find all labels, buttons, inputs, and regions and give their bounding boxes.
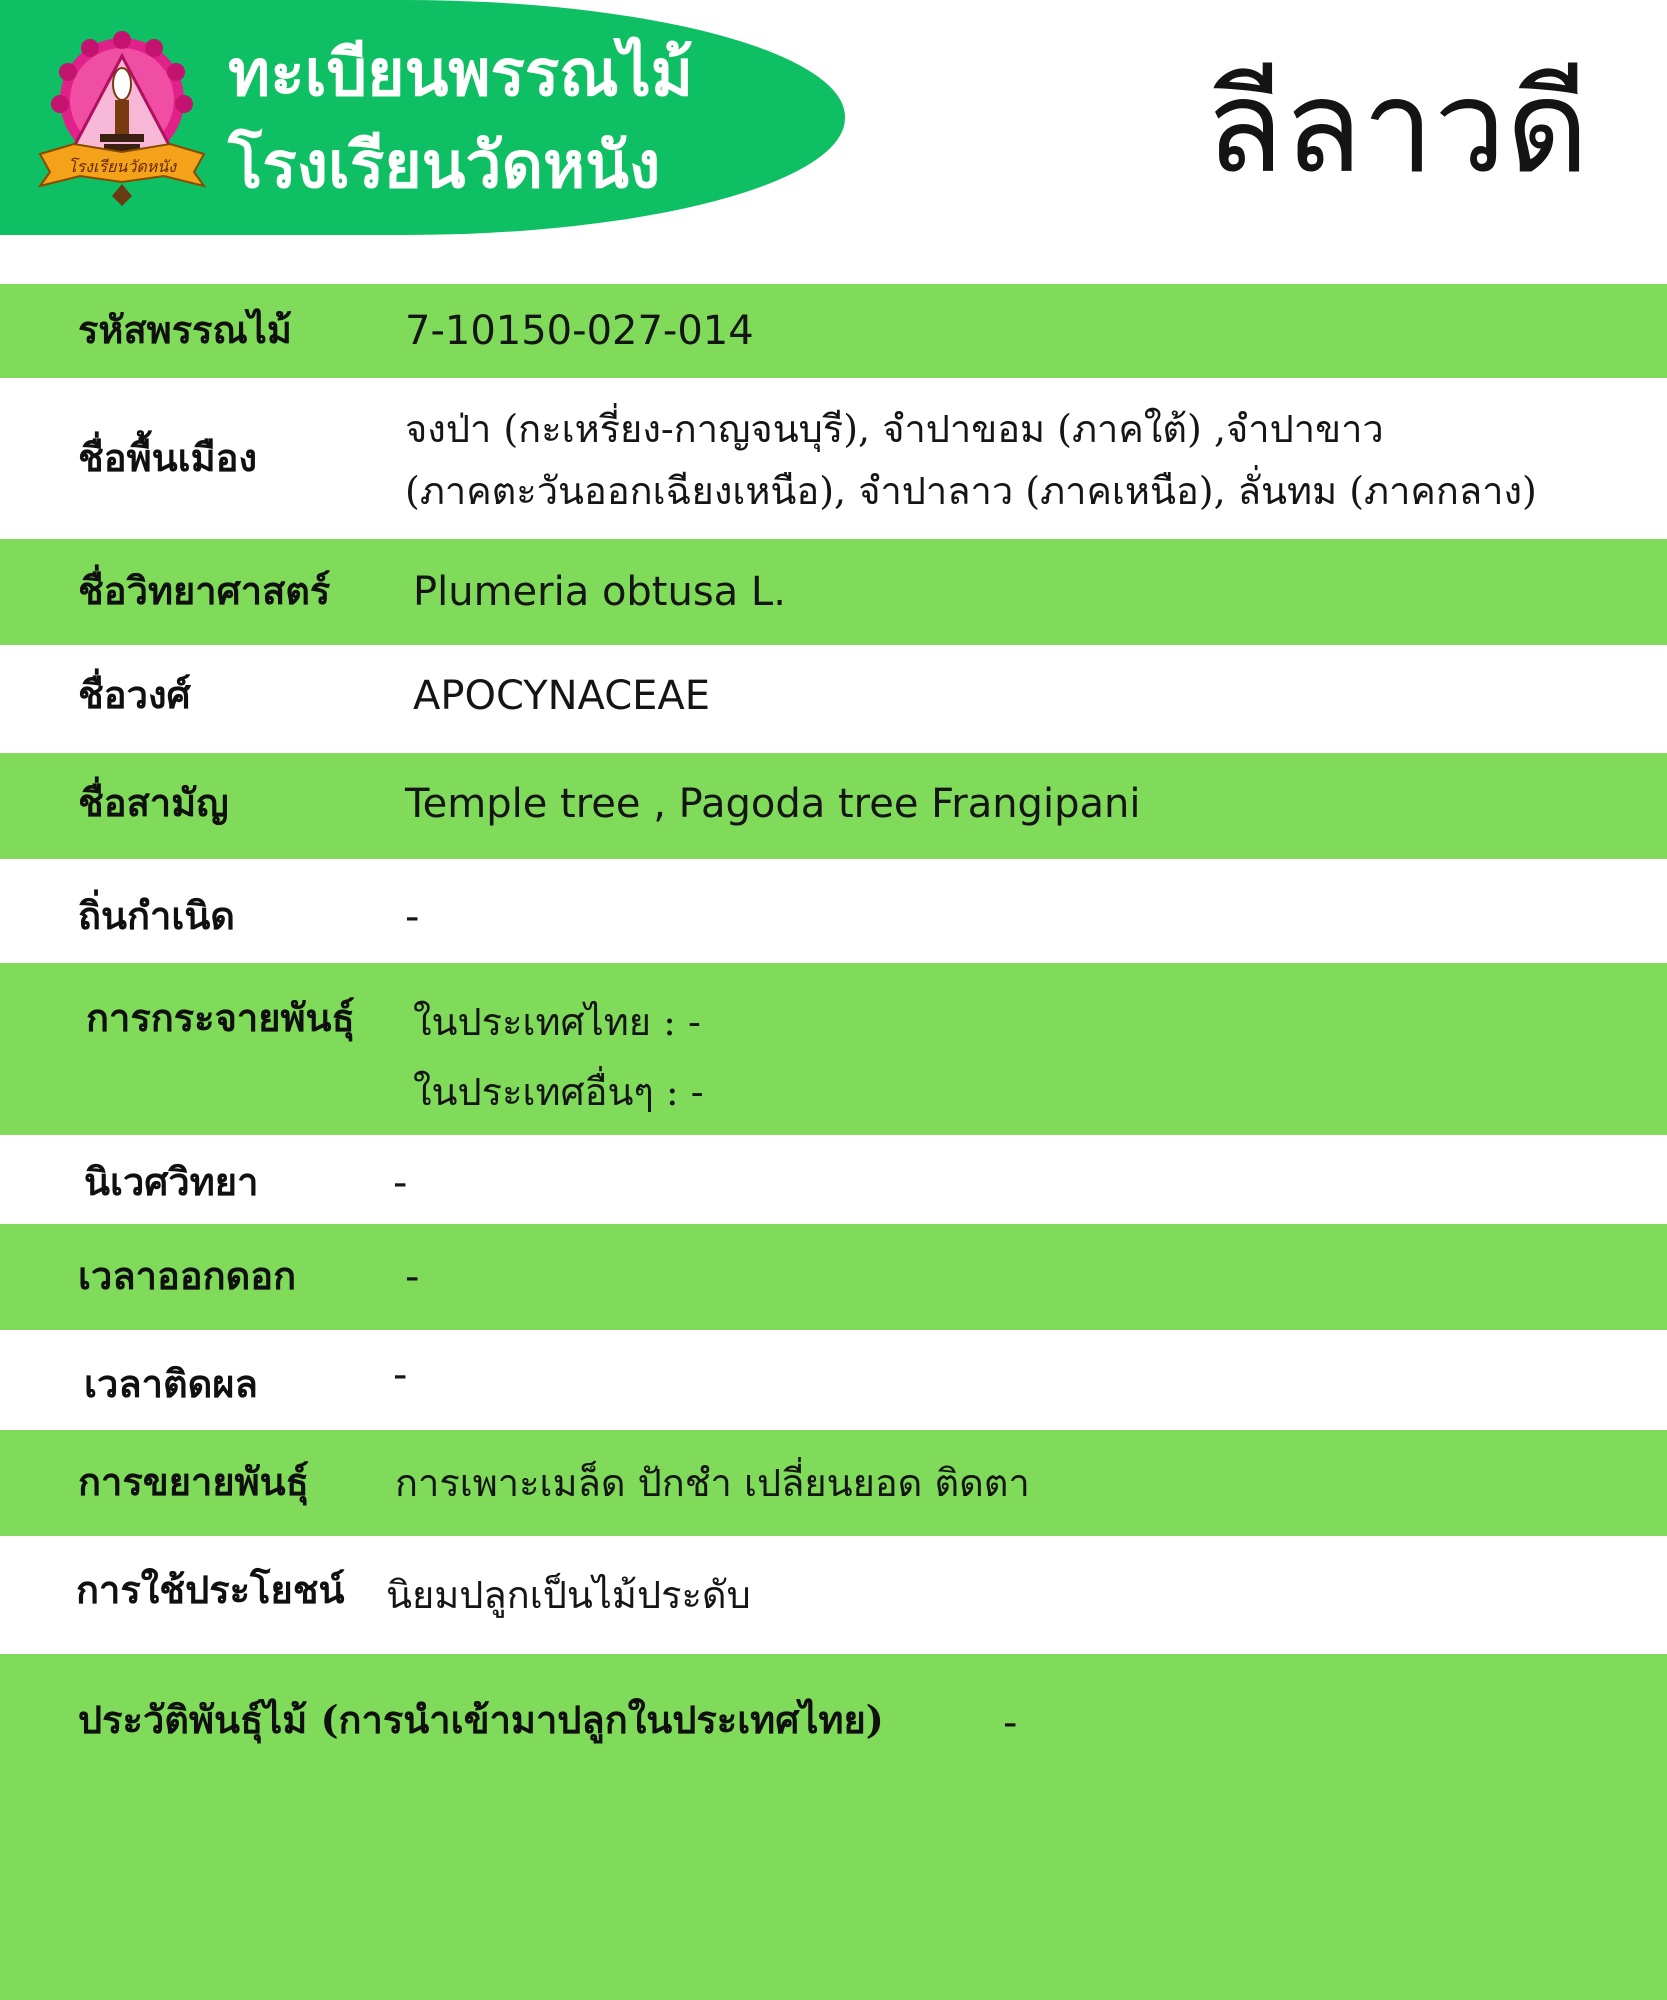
logo-ribbon-text: โรงเรียนวัดหนัง <box>67 157 177 176</box>
origin-label: ถิ่นกำเนิด <box>78 893 235 938</box>
flowering-value: - <box>405 1254 420 1300</box>
uses-label: การใช้ประโยชน์ <box>76 1567 345 1612</box>
fruiting-value: - <box>393 1352 408 1398</box>
origin-value: - <box>405 894 420 940</box>
flowering-label: เวลาออกดอก <box>78 1253 297 1298</box>
propagation-value: การเพาะเมล็ด ปักชำ เปลี่ยนยอด ติดตา <box>395 1461 1030 1505</box>
row-flowering <box>0 1224 1667 1330</box>
family-value: APOCYNACEAE <box>413 673 711 719</box>
local-name-value-line2: (ภาคตะวันออกเฉียงเหนือ), จำปาลาว (ภาคเหนือ), ลั่นทม (ภาคกลาง) <box>405 469 1537 513</box>
ecology-value: - <box>393 1160 408 1206</box>
row-uses <box>0 1536 1667 1654</box>
scientific-name-label: ชื่อวิทยาศาสตร์ <box>78 568 331 613</box>
row-scientific-name <box>0 539 1667 645</box>
row-propagation <box>0 1430 1667 1536</box>
row-ecology <box>0 1135 1667 1224</box>
school-title-line1: ทะเบียนพรรณไม้ <box>228 37 693 111</box>
common-name-label: ชื่อสามัญ <box>78 780 229 825</box>
plant-name-heading: ลีลาวดี <box>1205 53 1589 202</box>
school-logo <box>34 26 210 206</box>
local-name-label: ชื่อพื้นเมือง <box>78 435 258 480</box>
uses-value: นิยมปลูกเป็นไม้ประดับ <box>386 1573 751 1617</box>
family-label: ชื่อวงศ์ <box>78 672 191 717</box>
propagation-label: การขยายพันธุ์ <box>78 1459 309 1504</box>
school-title <box>228 28 693 212</box>
history-label: ประวัติพันธุ์ไม้ (การนำเข้ามาปลูกในประเทศไทย) <box>78 1697 884 1742</box>
distribution-label: การกระจายพันธุ์ <box>86 995 355 1040</box>
distribution-value-line1: ในประเทศไทย : - <box>413 1000 701 1044</box>
local-name-value-line1: จงป่า (กะเหรี่ยง-กาญจนบุรี), จำปาขอม (ภาคใต้) ,จำปาขาว <box>405 407 1384 451</box>
common-name-value: Temple tree , Pagoda tree Frangipani <box>405 781 1141 827</box>
ecology-label: นิเวศวิทยา <box>84 1159 259 1204</box>
school-title-line2: โรงเรียนวัดหนัง <box>228 129 661 203</box>
row-code <box>0 284 1667 378</box>
row-common-name <box>0 753 1667 859</box>
code-value: 7-10150-027-014 <box>405 308 754 354</box>
row-local-name <box>0 378 1667 539</box>
scientific-name-value: Plumeria obtusa L. <box>413 569 786 615</box>
row-history <box>0 1654 1667 2000</box>
row-distribution <box>0 963 1667 1135</box>
distribution-value-line2: ในประเทศอื่นๆ : - <box>413 1070 704 1114</box>
history-value: - <box>1003 1700 1018 1746</box>
row-family <box>0 645 1667 753</box>
logo-flame <box>113 68 131 100</box>
row-fruiting <box>0 1330 1667 1430</box>
fruiting-label: เวลาติดผล <box>84 1361 258 1406</box>
row-origin <box>0 859 1667 963</box>
code-label: รหัสพรรณไม้ <box>78 307 292 352</box>
